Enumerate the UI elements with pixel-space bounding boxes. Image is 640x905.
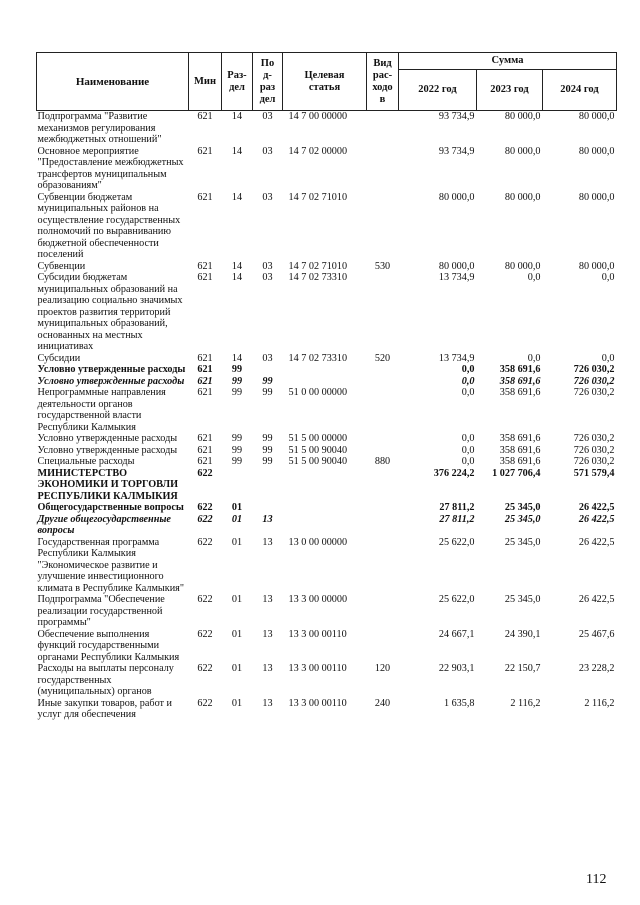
row-2023: 80 000,0 xyxy=(504,260,541,272)
row-celevaya xyxy=(283,364,367,376)
row-podrazdel: 99 xyxy=(262,433,273,444)
row-name: Субсидии xyxy=(37,352,81,364)
row-razdel: 01 xyxy=(231,594,243,605)
row-podrazdel: 99 xyxy=(262,456,273,467)
row-celevaya: 14 7 00 00000 xyxy=(288,111,348,122)
row-2023: 25 345,0 xyxy=(504,536,541,548)
row-vid xyxy=(367,433,399,445)
row-2022: 0,0 xyxy=(461,375,475,387)
row-min: 621 xyxy=(197,111,213,122)
table-row xyxy=(37,364,617,376)
row-vid xyxy=(367,594,399,629)
row-celevaya xyxy=(283,376,367,388)
row-min: 621 xyxy=(197,456,213,467)
row-2023: 2 116,2 xyxy=(510,697,541,709)
row-vid xyxy=(367,514,399,537)
row-celevaya: 14 7 02 00000 xyxy=(288,145,348,157)
row-2024: 726 030,2 xyxy=(573,375,615,387)
budget-table xyxy=(36,52,617,721)
row-celevaya: 51 5 00 90040 xyxy=(288,444,348,456)
row-min: 622 xyxy=(197,663,213,674)
table-row xyxy=(37,698,617,721)
row-podrazdel: 13 xyxy=(262,628,273,640)
row-vid: 120 xyxy=(374,663,391,674)
table-row xyxy=(37,272,617,353)
row-2022: 0,0 xyxy=(461,364,475,375)
row-razdel: 14 xyxy=(231,260,243,272)
table-header xyxy=(37,53,617,111)
row-name: МИНИСТЕРСТВО ЭКОНОМИКИ И ТОРГОВЛИ РЕСПУБЛИКИ КАЛМЫКИЯ xyxy=(37,467,179,502)
row-celevaya: 13 3 00 00000 xyxy=(288,594,348,605)
row-min: 622 xyxy=(197,502,213,513)
row-podrazdel: 13 xyxy=(262,513,273,525)
row-razdel: 99 xyxy=(231,375,243,387)
row-2023: 25 345,0 xyxy=(504,594,541,605)
row-2024: 726 030,2 xyxy=(573,444,615,456)
row-razdel: 01 xyxy=(231,536,243,548)
table-body xyxy=(37,111,617,721)
row-name: Непрограммные направления деятельности органов государственной власти Республики Калмыкия xyxy=(37,387,166,433)
row-name: Специальные расходы xyxy=(37,456,135,467)
row-vid: 240 xyxy=(374,697,391,709)
row-celevaya xyxy=(283,468,367,503)
row-razdel: 14 xyxy=(231,191,243,203)
table-row xyxy=(37,261,617,273)
row-2024: 726 030,2 xyxy=(573,387,615,398)
row-razdel: 01 xyxy=(231,513,243,525)
table-row xyxy=(37,111,617,146)
row-2024: 80 000,0 xyxy=(578,145,615,157)
header-summa: Сумма xyxy=(399,53,617,70)
row-2024: 26 422,5 xyxy=(578,594,615,605)
row-podrazdel: 03 xyxy=(262,352,273,364)
row-2023: 358 691,6 xyxy=(499,433,541,444)
row-vid: 520 xyxy=(374,352,391,364)
row-2024: 26 422,5 xyxy=(578,513,615,525)
row-min: 621 xyxy=(197,444,213,456)
row-name: Общегосударственные вопросы xyxy=(37,502,184,513)
row-2022: 0,0 xyxy=(461,444,475,456)
row-2023: 22 150,7 xyxy=(504,663,541,674)
row-vid xyxy=(367,272,399,353)
row-min: 622 xyxy=(197,697,213,709)
row-name: Другие общегосударственные вопросы xyxy=(37,513,171,536)
row-name: Субвенции бюджетам муниципальных районов на осуществление государственных полномочий по выравниванию бюджетной обеспеченности поселений xyxy=(37,191,181,260)
row-min: 621 xyxy=(197,352,213,364)
row-2022: 93 734,9 xyxy=(438,145,475,157)
row-celevaya: 14 7 02 71010 xyxy=(288,260,348,272)
header-celevaya: Целевая статья xyxy=(283,53,367,111)
table-row xyxy=(37,456,617,468)
row-vid xyxy=(367,502,399,514)
row-vid: 530 xyxy=(374,260,391,272)
row-2024: 726 030,2 xyxy=(573,456,615,467)
row-2024: 25 467,6 xyxy=(578,628,615,640)
row-name: Условно утвержденные расходы xyxy=(37,444,178,456)
row-2022: 93 734,9 xyxy=(438,111,475,122)
row-2022: 80 000,0 xyxy=(438,260,475,272)
row-celevaya: 14 7 02 71010 xyxy=(288,191,348,203)
row-vid xyxy=(367,468,399,503)
row-razdel: 14 xyxy=(231,352,243,364)
row-razdel: 99 xyxy=(231,364,243,375)
table-row xyxy=(37,502,617,514)
row-podrazdel: 99 xyxy=(262,444,273,456)
row-podrazdel: 03 xyxy=(262,191,273,203)
row-2023: 25 345,0 xyxy=(504,513,541,525)
row-podrazdel: 03 xyxy=(262,272,273,283)
row-name: Расходы на выплаты персоналу государственных (муниципальных) органов xyxy=(37,663,174,697)
header-2022: 2022 год xyxy=(399,70,477,111)
page-number: 112 xyxy=(586,872,607,887)
row-2023: 0,0 xyxy=(527,272,541,283)
row-razdel: 01 xyxy=(231,502,243,513)
row-min: 622 xyxy=(197,536,213,548)
row-2022: 13 734,9 xyxy=(438,272,475,283)
row-name: Подпрограмма "Развитие механизмов регулирования межбюджетных отношений" xyxy=(37,111,162,145)
table-row xyxy=(37,514,617,537)
row-2022: 27 811,2 xyxy=(439,513,475,525)
row-podrazdel xyxy=(253,468,283,503)
row-celevaya: 13 3 00 00110 xyxy=(288,628,347,640)
row-razdel: 99 xyxy=(231,387,243,398)
row-celevaya xyxy=(283,502,367,514)
row-celevaya: 51 5 00 90040 xyxy=(288,456,348,467)
table-row xyxy=(37,594,617,629)
row-min: 621 xyxy=(197,191,213,203)
row-podrazdel: 99 xyxy=(262,375,273,387)
row-name: Государственная программа Республики Калмыкия "Экономическое развитие и улучшение инвестиционного климата в Республике Калмыкия" xyxy=(37,536,184,594)
row-2024: 0,0 xyxy=(601,352,615,364)
row-2022: 27 811,2 xyxy=(439,502,475,513)
row-razdel: 14 xyxy=(231,145,243,157)
table-row xyxy=(37,537,617,595)
row-2023: 358 691,6 xyxy=(499,364,541,375)
row-2022: 25 622,0 xyxy=(438,536,475,548)
row-min: 622 xyxy=(197,628,213,640)
row-2023: 1 027 706,4 xyxy=(492,467,541,479)
row-celevaya: 14 7 02 73310 xyxy=(288,352,348,364)
row-podrazdel: 13 xyxy=(262,536,273,548)
row-2022: 24 667,1 xyxy=(438,628,475,640)
row-razdel: 99 xyxy=(231,444,243,456)
row-min: 621 xyxy=(197,433,213,444)
row-podrazdel: 13 xyxy=(262,663,273,674)
row-razdel xyxy=(222,468,253,503)
row-podrazdel: 03 xyxy=(262,111,273,122)
row-vid xyxy=(367,364,399,376)
row-2022: 0,0 xyxy=(461,456,475,467)
row-2023: 80 000,0 xyxy=(504,145,541,157)
row-2022: 22 903,1 xyxy=(438,663,475,674)
header-2024: 2024 год xyxy=(543,70,617,111)
row-2023: 25 345,0 xyxy=(504,502,541,513)
row-vid: 880 xyxy=(374,456,391,467)
table-row xyxy=(37,192,617,261)
row-2022: 25 622,0 xyxy=(438,594,475,605)
row-vid xyxy=(367,387,399,433)
row-2023: 358 691,6 xyxy=(499,456,541,467)
row-celevaya: 14 7 02 73310 xyxy=(288,272,348,283)
table-row xyxy=(37,353,617,365)
row-celevaya: 51 5 00 00000 xyxy=(288,433,348,444)
row-2024: 80 000,0 xyxy=(578,260,615,272)
row-podrazdel xyxy=(253,502,283,514)
header-2023: 2023 год xyxy=(477,70,543,111)
row-podrazdel: 13 xyxy=(262,594,273,605)
header-vid: Вид рас- ходо в xyxy=(367,53,399,111)
row-razdel: 01 xyxy=(231,663,243,674)
row-name: Основное мероприятие "Предоставление межбюджетных трансфертов муниципальным образованиям" xyxy=(37,145,184,191)
row-min: 621 xyxy=(197,375,213,387)
row-vid xyxy=(367,537,399,595)
row-celevaya: 13 0 00 00000 xyxy=(288,536,348,548)
table-row xyxy=(37,376,617,388)
table-row xyxy=(37,433,617,445)
row-podrazdel: 03 xyxy=(262,145,273,157)
row-vid xyxy=(367,111,399,146)
row-2024: 26 422,5 xyxy=(578,502,615,513)
row-name: Обеспечение выполнения функций государственными органами Республики Калмыкия xyxy=(37,628,180,663)
row-2023: 358 691,6 xyxy=(499,444,541,456)
table-row xyxy=(37,663,617,698)
row-2024: 571 579,4 xyxy=(573,467,615,479)
header-min: Мин xyxy=(189,53,222,111)
row-razdel: 14 xyxy=(231,272,243,283)
row-vid xyxy=(367,629,399,664)
row-2024: 80 000,0 xyxy=(578,111,615,122)
row-2022: 13 734,9 xyxy=(438,352,475,364)
row-name: Условно утвержденные расходы xyxy=(37,375,185,387)
row-min: 621 xyxy=(197,272,213,283)
row-2022: 80 000,0 xyxy=(438,191,475,203)
row-min: 621 xyxy=(197,364,213,375)
row-2024: 726 030,2 xyxy=(573,433,615,444)
row-name: Субсидии бюджетам муниципальных образований на реализацию социально значимых проектов развития территорий муниципальных образований, основанных на местных инициативах xyxy=(37,272,183,352)
budget-table-page xyxy=(36,52,616,721)
row-vid xyxy=(367,445,399,457)
row-2024: 23 228,2 xyxy=(578,663,615,674)
row-razdel: 14 xyxy=(231,111,243,122)
row-podrazdel: 03 xyxy=(262,260,273,272)
row-2022: 376 224,2 xyxy=(433,467,475,479)
row-razdel: 01 xyxy=(231,697,243,709)
row-2024: 80 000,0 xyxy=(578,191,615,203)
row-vid xyxy=(367,192,399,261)
row-2024: 2 116,2 xyxy=(584,697,615,709)
table-row xyxy=(37,468,617,503)
row-celevaya: 13 3 00 00110 xyxy=(288,697,347,709)
row-2024: 26 422,5 xyxy=(578,536,615,548)
row-podrazdel: 13 xyxy=(262,697,273,709)
header-name: Наименование xyxy=(37,53,189,111)
header-podrazdel: По д- раз дел xyxy=(253,53,283,111)
row-razdel: 01 xyxy=(231,628,243,640)
row-name: Субвенции xyxy=(37,260,86,272)
header-razdel: Раз- дел xyxy=(222,53,253,111)
row-2023: 80 000,0 xyxy=(504,191,541,203)
row-celevaya xyxy=(283,514,367,537)
row-2022: 0,0 xyxy=(461,433,475,444)
row-2023: 24 390,1 xyxy=(504,628,541,640)
row-2024: 726 030,2 xyxy=(573,364,615,375)
row-name: Иные закупки товаров, работ и услуг для обеспечения xyxy=(37,697,172,720)
table-row xyxy=(37,387,617,433)
row-min: 621 xyxy=(197,260,213,272)
row-celevaya: 51 0 00 00000 xyxy=(288,387,348,398)
row-min: 622 xyxy=(197,513,213,525)
row-celevaya: 13 3 00 00110 xyxy=(288,663,347,674)
row-name: Условно утвержденные расходы xyxy=(37,364,186,375)
row-2022: 0,0 xyxy=(461,387,475,398)
row-razdel: 99 xyxy=(231,456,243,467)
row-2022: 1 635,8 xyxy=(443,697,475,709)
row-podrazdel: 99 xyxy=(262,387,273,398)
row-razdel: 99 xyxy=(231,433,243,444)
row-name: Подпрограмма "Обеспечение реализации государственной программы" xyxy=(37,594,165,628)
row-podrazdel xyxy=(253,364,283,376)
row-2023: 358 691,6 xyxy=(499,375,541,387)
row-2023: 80 000,0 xyxy=(504,111,541,122)
row-2023: 0,0 xyxy=(527,352,541,364)
row-2023: 358 691,6 xyxy=(499,387,541,398)
row-min: 622 xyxy=(197,467,213,479)
table-row xyxy=(37,445,617,457)
row-min: 621 xyxy=(197,387,213,398)
table-row xyxy=(37,146,617,192)
row-vid xyxy=(367,376,399,388)
row-min: 621 xyxy=(197,145,213,157)
row-name: Условно утвержденные расходы xyxy=(37,433,178,444)
row-2024: 0,0 xyxy=(601,272,615,283)
row-min: 622 xyxy=(197,594,213,605)
row-vid xyxy=(367,146,399,192)
table-row xyxy=(37,629,617,664)
